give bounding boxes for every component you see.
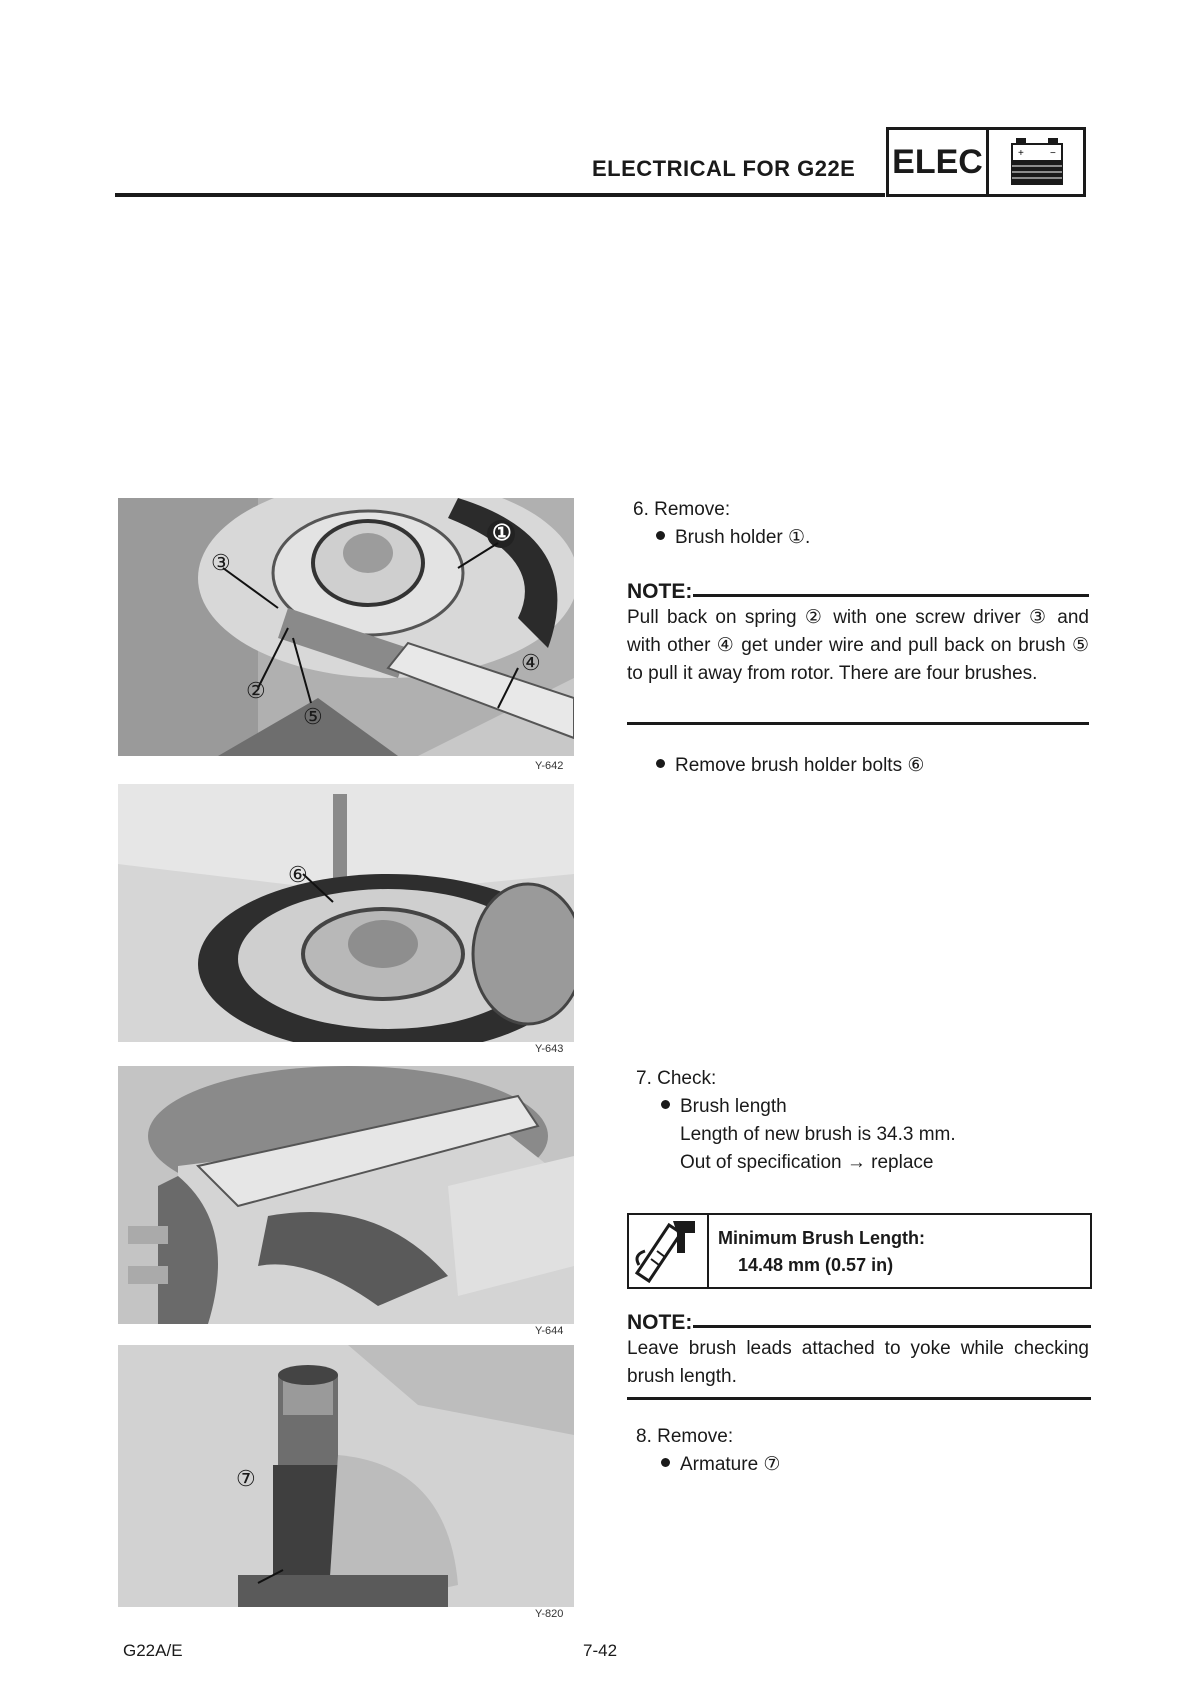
step-8-heading: 8. Remove:: [636, 1426, 734, 1447]
spec-title: Minimum Brush Length:: [718, 1228, 925, 1248]
battery-icon: [992, 130, 1083, 194]
step-7-heading: 7. Check:: [636, 1068, 717, 1089]
note-end-rule: [627, 1397, 1091, 1400]
photo-armature: [118, 1345, 574, 1607]
header-rule: [115, 193, 885, 197]
step-6-bullet-bolts: Remove brush holder bolts ⑥: [656, 752, 924, 780]
svg-text:+: +: [1018, 148, 1024, 159]
callout-3: ③: [211, 550, 231, 575]
callout-7: ⑦: [236, 1466, 256, 1491]
section-badge: ELEC: [889, 130, 989, 194]
footer-model: G22A/E: [123, 1641, 183, 1660]
page-number: 7-42: [583, 1641, 618, 1660]
note-label: NOTE:: [627, 1311, 693, 1334]
callout-5: ⑤: [303, 704, 323, 729]
step-7-bullet: Brush length: [661, 1093, 787, 1121]
callout-1: ①: [492, 520, 512, 545]
step-7-line-2: Out of specification → replace: [680, 1152, 934, 1173]
note-label: NOTE:: [627, 580, 693, 603]
figure-caption: Y-820: [535, 1608, 564, 1620]
callout-4: ④: [521, 650, 541, 675]
note-end-rule: [627, 722, 1089, 725]
callout-6: ⑥: [288, 862, 308, 887]
photo-brush-holder-bolts: [118, 784, 574, 1042]
step-6-bullet: Brush holder ①.: [656, 524, 810, 552]
figure-caption: Y-643: [535, 1043, 564, 1055]
photo-brush-length-check: [118, 1066, 574, 1324]
spec-value: 14.48 mm (0.57 in): [738, 1255, 894, 1275]
note-text: Leave brush leads attached to yoke while checking brush length.: [627, 1338, 1089, 1387]
callout-2: ②: [246, 678, 266, 703]
note-rule: [693, 594, 1089, 597]
figure-caption: Y-644: [535, 1325, 564, 1337]
page-section-title: ELECTRICAL FOR G22E: [592, 156, 856, 181]
step-8-bullet: Armature ⑦: [661, 1451, 780, 1479]
svg-text:−: −: [1050, 148, 1056, 159]
figure-caption: Y-642: [535, 760, 564, 772]
step-6-heading: 6. Remove:: [633, 499, 731, 520]
note-text: Pull back on spring ② with one screw driver ③ and with other ④ get under wire and pull back on brush ⑤ to pull it away from rotor. There are four brushes.: [627, 607, 1089, 684]
note-rule: [693, 1325, 1091, 1328]
step-7-line-1: Length of new brush is 34.3 mm.: [680, 1124, 956, 1145]
caliper-icon: [629, 1215, 709, 1287]
